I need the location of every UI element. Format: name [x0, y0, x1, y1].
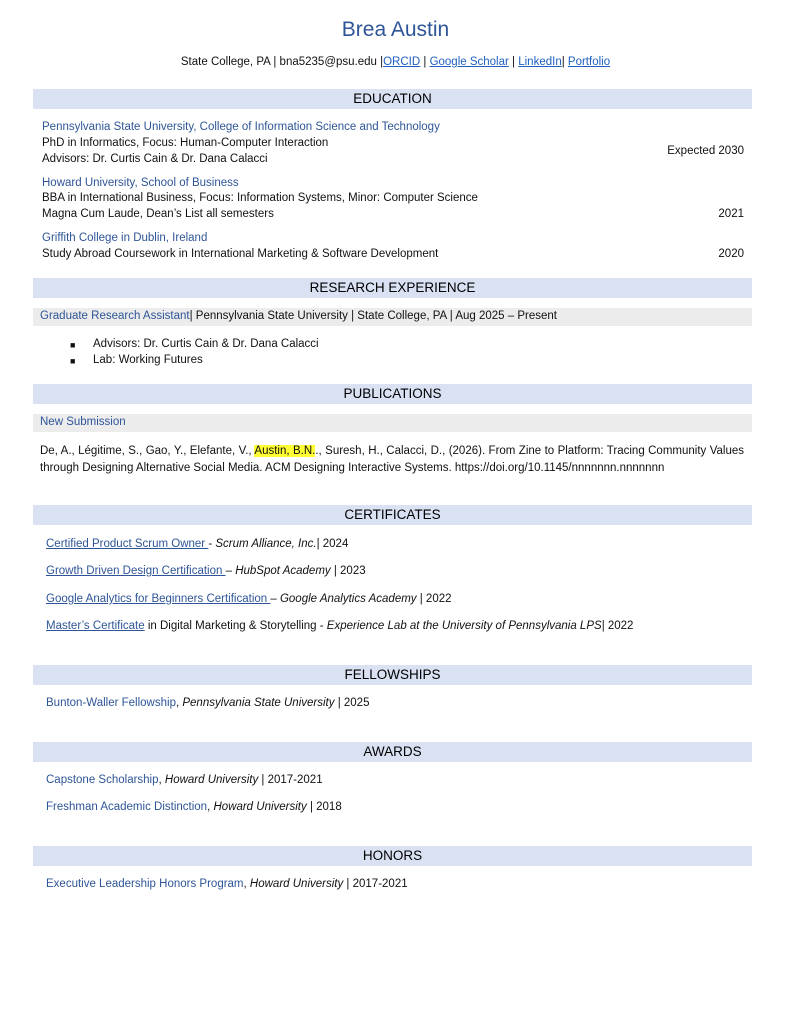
research-position: Graduate Research Assistant| Pennsylvania State University | State College, PA | Aug 2025 – Present	[40, 310, 557, 322]
honor-name: Executive Leadership Honors Program	[46, 878, 244, 890]
fellowships-heading: FELLOWSHIPS	[33, 665, 752, 685]
fellowship-name: Bunton-Waller Fellowship	[46, 697, 176, 709]
fellowship-year: | 2025	[334, 697, 370, 709]
certificates-heading: CERTIFICATES	[33, 505, 752, 525]
research-org: Pennsylvania State University	[195, 310, 348, 322]
fellowship-item: Bunton-Waller Fellowship, Pennsylvania State University | 2025	[46, 697, 370, 709]
education-advisors: Advisors: Dr. Curtis Cain & Dr. Dana Calacci	[42, 153, 268, 165]
research-details: | State College, PA | Aug 2025 – Present	[351, 310, 557, 322]
education-degree: PhD in Informatics, Focus: Human-Computer Interaction	[42, 137, 329, 149]
education-school: Howard University, School of Business	[42, 177, 239, 189]
citation-highlighted-author: Austin, B.N.	[254, 445, 316, 457]
honor-org: Howard University	[249, 878, 344, 890]
certificate-item: Google Analytics for Beginners Certification – Google Analytics Academy | 2022	[46, 593, 452, 605]
certificate-item: Certified Product Scrum Owner - Scrum Alliance, Inc.| 2024	[46, 538, 349, 550]
education-school: Pennsylvania State University, College of Information Science and Technology	[42, 121, 440, 133]
education-degree: BBA in International Business, Focus: Information Systems, Minor: Computer Science	[42, 192, 478, 204]
education-school: Griffith College in Dublin, Ireland	[42, 232, 208, 244]
contact-info: State College, PA | bna5235@psu.edu |	[180, 56, 384, 68]
awards-heading: AWARDS	[33, 742, 752, 762]
citation-authors: De, A., Légitime, S., Gao, Y., Elefante, V.,	[40, 445, 255, 457]
honors-heading: HONORS	[33, 846, 752, 866]
research-bullet	[93, 338, 319, 350]
education-heading: EDUCATION	[33, 89, 752, 109]
award-year: | 2017-2021	[258, 774, 323, 786]
education-date: 2021	[718, 208, 744, 220]
award-year: | 2018	[306, 801, 342, 813]
award-name: Freshman Academic Distinction	[46, 801, 208, 813]
publication-citation	[40, 443, 744, 477]
honor-item: Executive Leadership Honors Program, Howard University | 2017-2021	[46, 878, 408, 890]
publications-row-bar	[33, 414, 752, 432]
publications-subhead: New Submission	[40, 416, 126, 428]
linkedin-link[interactable]: LinkedIn	[518, 56, 562, 68]
citation-rest: ., Suresh, H., Calacci, D., (2026). From Zine to Platform: Tracing Community Values through Designing Alternative Social Media. ACM Designing Interactive Systems. https://doi.org/10.1145/nnnnnnn.nnnnnnn	[40, 445, 745, 474]
research-bullet-label: Advisors	[93, 338, 138, 350]
certificate-item: Master’s Certificate in Digital Marketing & Storytelling - Experience Lab at the University of Pennsylvania LPS| 2022	[46, 620, 634, 632]
education-date: Expected 2030	[667, 145, 744, 157]
resume-name: Brea Austin	[341, 18, 450, 41]
publications-heading: PUBLICATIONS	[33, 384, 752, 404]
portfolio-link[interactable]: Portfolio	[567, 56, 611, 68]
fellowship-org: Pennsylvania State University	[182, 697, 335, 709]
research-heading: RESEARCH EXPERIENCE	[33, 278, 752, 298]
research-bullet-label: Lab	[93, 354, 113, 366]
award-name: Capstone Scholarship	[46, 774, 159, 786]
bullet-icon: ■	[70, 356, 76, 366]
research-bullet	[93, 354, 203, 366]
bullet-icon: ■	[70, 340, 76, 350]
certificate-link[interactable]: Growth Driven Design Certification	[46, 565, 226, 577]
award-item: Capstone Scholarship, Howard University | 2017-2021	[46, 774, 323, 786]
contact-line: State College, PA | bna5235@psu.edu |ORCID | Google Scholar | LinkedIn| Portfolio	[180, 56, 611, 68]
award-item: Freshman Academic Distinction, Howard University | 2018	[46, 801, 342, 813]
research-role: Graduate Research Assistant	[40, 310, 190, 322]
certificate-link[interactable]: Master’s Certificate	[46, 620, 145, 632]
research-bullet-text: : Dr. Curtis Cain & Dr. Dana Calacci	[137, 338, 319, 350]
award-org: Howard University	[213, 801, 307, 813]
certificate-link[interactable]: Certified Product Scrum Owner	[46, 538, 209, 550]
certificate-item: Growth Driven Design Certification – HubSpot Academy | 2023	[46, 565, 366, 577]
education-coursework: Study Abroad Coursework in International Marketing & Software Development	[42, 248, 439, 260]
honor-year: | 2017-2021	[343, 878, 408, 890]
orcid-link[interactable]: ORCID	[383, 56, 421, 68]
google-scholar-link[interactable]: Google Scholar	[429, 56, 509, 68]
education-date: 2020	[718, 248, 744, 260]
award-org: Howard University	[164, 774, 259, 786]
certificate-link[interactable]: Google Analytics for Beginners Certification	[46, 593, 271, 605]
education-distinction: Magna Cum Laude, Dean’s List all semesters	[42, 208, 274, 220]
research-bullet-text: : Working Futures	[112, 354, 203, 366]
